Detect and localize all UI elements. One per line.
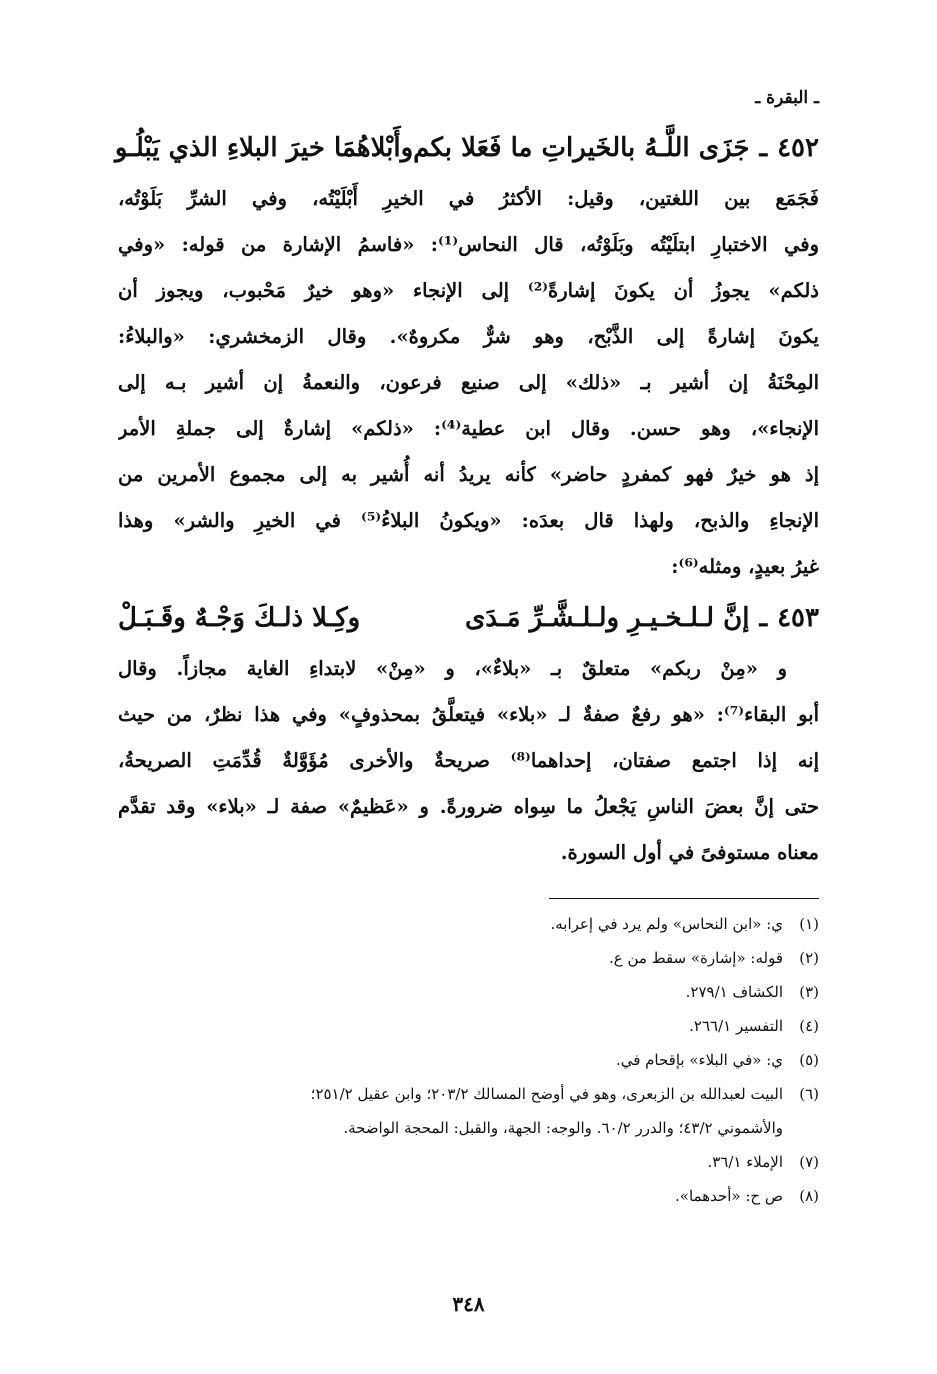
footnote-item [118,1077,819,1111]
text-line: الإنجاء»، وهو حسن. وقال ابن عطية⁽⁴⁾: «ذلكم» إشارةٌ إلى جملةِ الأمر [118,417,819,440]
footnote-number: (١) [799,915,819,933]
footnote-text: قوله: «إشارة» سقط من ع. [609,949,783,967]
text-line: يكونَ إشارةً إلى الذَّبْح، وهو شرٌّ مكروهٌ». وقال الزمخشري: «والبلاءُ: [118,325,819,348]
text-line: معناه مستوفىً في أول السورة. [560,841,819,864]
text-line: إذ هو خيرٌ فهو كمفردٍ حاضر» كأنه يريدُ أنه أُشير به إلى مجموع الأمرين من [118,463,819,486]
text-line: فَجَمَع بين اللغتين، وقيل: الأكثرُ في الخيرِ أَبْلَيْتُه، وفي الشرِّ بَلَوْتُه، [118,187,819,210]
text-line: الإنجاءِ والذبح، ولهذا قال بعدَه: «ويكونُ البلاءُ⁽⁵⁾ في الخيرِ والشر» وهذا [118,509,819,532]
footnote-number: (٢) [799,949,819,967]
footnote-number: (٤) [799,1017,819,1035]
footnote-text: التفسير ٢٦٦/١. [689,1017,783,1035]
verse-number: ٤٥٣ [777,603,819,633]
footnote-text: ص ح: «أحدهما». [675,1187,783,1205]
footnote-text: البيت لعبدالله بن الزبعرى، وهو في أوضح المسالك ٢٠٣/٢؛ وابن عقيل ٢٥١/٢؛ [310,1085,783,1103]
footnote-text: ي: «في البلاء» بإقحام في. [615,1051,783,1069]
footnote-text: ي: «ابن النحاس» ولم يرد في إعرابه. [550,915,783,933]
commentary-paragraph-1 [118,176,819,590]
footnote-item [118,975,819,1009]
footnote-item [118,1009,819,1043]
footnote-text: الإملاء ٣٦/١. [707,1153,783,1171]
footnote-number: (٦) [799,1085,819,1103]
verse-number: ٤٥٢ [777,133,819,163]
footnote-item [118,1145,819,1179]
verse-dash: ـ [759,133,768,163]
footnote-number: (٨) [799,1187,819,1205]
verse-line-453 [118,594,819,642]
text-line: ذلكم» يجوزُ أن يكونَ إشارةً⁽²⁾ إلى الإنجاء «وهو خيرٌ مَحْبوب، ويجوز أن [118,279,819,302]
text-line: أبو البقاء⁽⁷⁾: «هو رفعٌ صفةٌ لـ «بلاء» فيتعلَّقُ بمحذوفٍ» وفي هذا نظرٌ، من حيث [118,703,819,726]
text-line: و «مِنْ ربكم» متعلقٌ بـ «بلاءٌ»، و «مِنْ» لابتداءِ الغاية مجازاً. وقال [118,657,787,680]
footnote-text: الكشاف ٢٧٩/١. [685,983,783,1001]
footnote-number: (٣) [799,983,819,1001]
verse-line-452 [114,124,819,172]
running-header: ـ البقرة ـ [755,88,819,108]
text-line: إنه إذا اجتمع صفتان، إحداهما⁽⁸⁾ صريحةٌ والأخرى مُؤَوَّلةٌ قُدِّمَتِ الصريحةُ، [118,749,819,772]
footnote-item [118,1179,819,1213]
footnote-continuation [118,1111,819,1145]
footnote-number: (٥) [799,1051,819,1069]
verse-hemistich-first: إنَّ لـلـخـيـرِ ولـلـشَّـرِّ مَـدَى [465,603,750,633]
text-line: غيرُ بعيدٍ، ومثله⁽⁶⁾: [671,555,819,578]
verse-hemistich-second: وأَبْلاهُمَا خيرَ البلاءِ الذي يَبْلُـو [114,133,414,163]
page-number: ٣٤٨ [452,1292,485,1316]
verse-hemistich-second: وكِـلا ذلـكَ وَجْـهٌ وقَـبَـلْ [118,603,361,633]
footnotes [118,907,819,1213]
footnote-text: والأشموني ٤٣/٢؛ والدرر ٦٠/٢. والوجه: الجهة، والقبل: المحجة الواضحة. [343,1119,783,1137]
verse-hemistich-first: جَزَى اللَّـهُ بالخَيراتِ ما فَعَلا بكم [413,133,750,163]
footnote-separator [549,898,819,899]
footnote-item [118,907,819,941]
text-line: حتى إنَّ بعضَ الناسِ يَجْعلُ ما سِواه ضرورةً. و «عَظيمٌ» صفة لـ «بلاء» وقد تقدَّم [118,795,819,818]
text-line: وفي الاختبارِ ابتلَيْتُه وبَلَوْتُه، قال النحاس⁽¹⁾: «فاسمُ الإشارة من قوله: «وفي [118,233,819,256]
footnote-item [118,941,819,975]
text-line: المِحْنَةُ إن أشير بـ «ذلك» إلى صنيع فرعون، والنعمةُ إن أشير بـه إلى [118,371,819,394]
footnote-number: (٧) [799,1153,819,1171]
verse-dash: ـ [759,603,768,633]
commentary-paragraph-2 [118,646,819,876]
footnote-item [118,1043,819,1077]
